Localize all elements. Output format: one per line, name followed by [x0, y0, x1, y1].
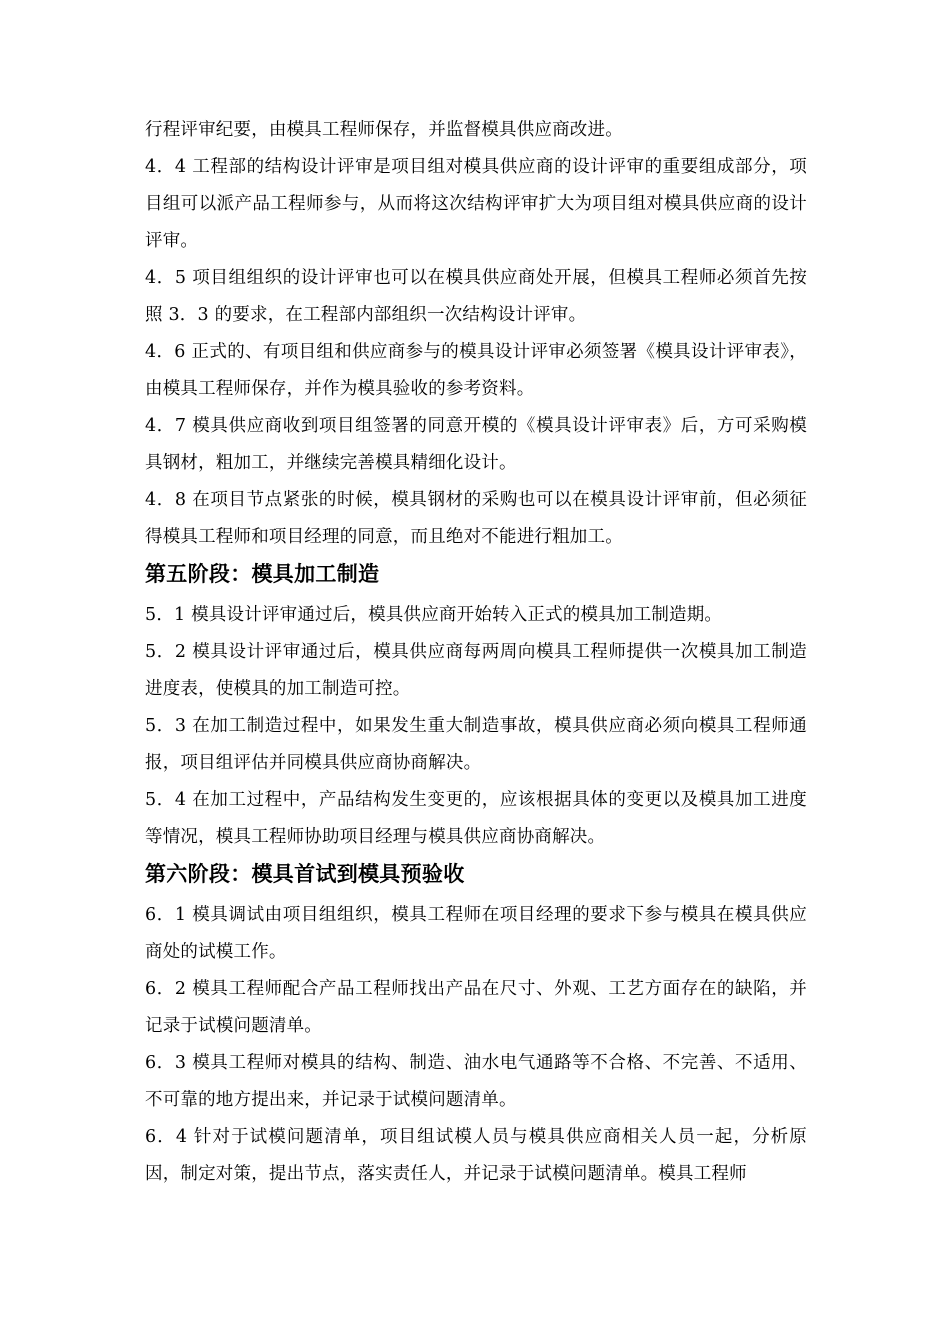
- document-page: [145, 112, 807, 1193]
- paragraph-6-4: 6．4 针对于试模问题清单，项目组试模人员与模具供应商相关人员一起，分析原因，制定对策，提出节点，落实责任人，并记录于试模问题清单。模具工程师: [145, 1127, 807, 1184]
- paragraph-5-4: 5．4 在加工过程中，产品结构发生变更的，应该根据具体的变更以及模具加工进度等情况，模具工程师协助项目经理与模具供应商协商解决。: [145, 790, 807, 847]
- paragraph-4-5: 4．5 项目组组织的设计评审也可以在模具供应商处开展，但模具工程师必须首先按照 3．3 的要求，在工程部内部组织一次结构设计评审。: [145, 268, 807, 325]
- paragraph-4-4: 4．4 工程部的结构设计评审是项目组对模具供应商的设计评审的重要组成部分，项目组可以派产品工程师参与，从而将这次结构评审扩大为项目组对模具供应商的设计评审。: [145, 157, 807, 251]
- paragraph-4-3-cont: 行程评审纪要，由模具工程师保存，并监督模具供应商改进。: [145, 120, 623, 140]
- paragraph-4-8: 4．8 在项目节点紧张的时候，模具钢材的采购也可以在模具设计评审前，但必须征得模具工程师和项目经理的同意，而且绝对不能进行粗加工。: [145, 490, 807, 547]
- paragraph-5-3: 5．3 在加工制造过程中，如果发生重大制造事故，模具供应商必须向模具工程师通报，项目组评估并同模具供应商协商解决。: [145, 716, 807, 773]
- paragraph-6-3: 6．3 模具工程师对模具的结构、制造、油水电气通路等不合格、不完善、不适用、不可靠的地方提出来，并记录于试模问题清单。: [145, 1053, 807, 1110]
- section-heading-stage-5: 第五阶段：模具加工制造: [145, 561, 380, 586]
- paragraph-4-7: 4．7 模具供应商收到项目组签署的同意开模的《模具设计评审表》后，方可采购模具钢材，粗加工，并继续完善模具精细化设计。: [145, 416, 807, 473]
- paragraph-4-6: 4．6 正式的、有项目组和供应商参与的模具设计评审必须签署《模具设计评审表》，由模具工程师保存，并作为模具验收的参考资料。: [145, 342, 807, 399]
- section-heading-stage-6: 第六阶段：模具首试到模具预验收: [145, 861, 465, 886]
- paragraph-6-1: 6．1 模具调试由项目组组织，模具工程师在项目经理的要求下参与模具在模具供应商处的试模工作。: [145, 905, 807, 962]
- paragraph-5-2: 5．2 模具设计评审通过后，模具供应商每两周向模具工程师提供一次模具加工制造进度表，使模具的加工制造可控。: [145, 642, 807, 699]
- paragraph-6-2: 6．2 模具工程师配合产品工程师找出产品在尺寸、外观、工艺方面存在的缺陷，并记录于试模问题清单。: [145, 979, 807, 1036]
- paragraph-5-1: 5．1 模具设计评审通过后，模具供应商开始转入正式的模具加工制造期。: [145, 605, 723, 625]
